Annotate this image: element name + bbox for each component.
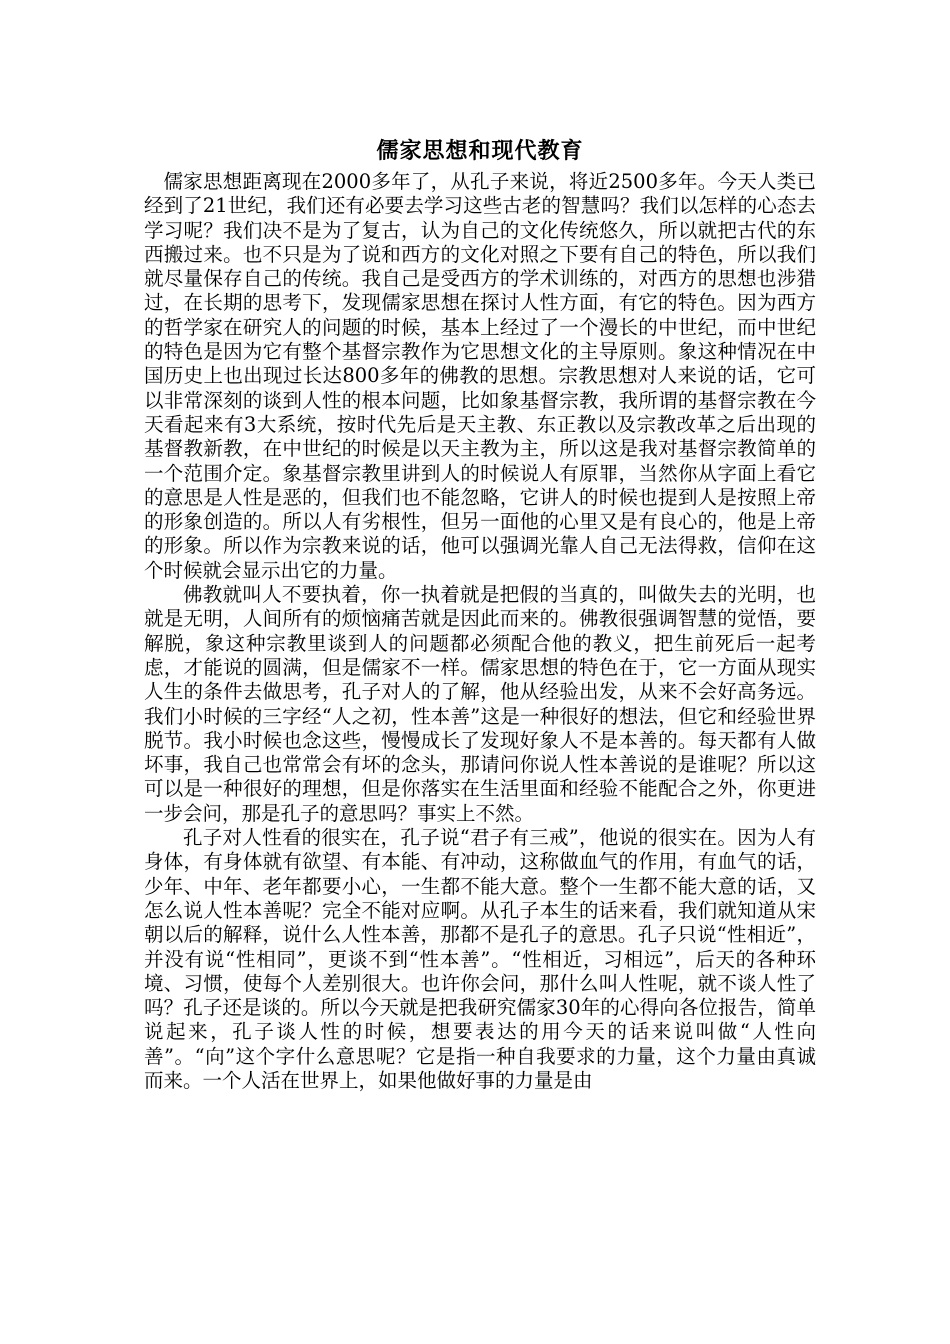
document-title: 儒家思想和现代教育: [376, 138, 584, 164]
document-body: [144, 132, 816, 1093]
paragraph-3: 孔子对人性看的很实在，孔子说“君子有三戒”，他说的很实在。因为人有身体，有身体就有欲望、有本能、有冲动，这称做血气的作用，有血气的话，少年、中年、老年都要小心，一生都不能大意。整个一生都不能大意的话，又怎么说人性本善呢？完全不能对应啊。从孔子本生的话来看，我们就知道从宋朝以后的解释，说什么人性本善，那都不是孔子的意思。孔子只说“性相近”，并没有说“性相同”，更谈不到“性本善”。“性相近，习相远”，后天的各种环境、习惯，使每个人差别很大。也许你会问，那什么叫人性呢，就不谈人性了吗？孔子还是谈的。所以今天就是把我研究儒家30年的心得向各位报告，简单说起来，孔子谈人性的时候，想要表达的用今天的话来说叫做“人性向善”。“向”这个字什么意思呢？它是指一种自我要求的力量，这个力量由真诚而来。一个人活在世界上，如果他做好事的力量是由: [144, 826, 816, 1092]
paragraph-1: 儒家思想距离现在2000多年了，从孔子来说，将近2500多年。今天人类已经到了21世纪，我们还有必要去学习这些古老的智慧吗？我们以怎样的心态去学习呢？我们决不是为了复古，认为自己的文化传统悠久，所以就把古代的东西搬过来。也不只是为了说和西方的文化对照之下要有自己的特色，所以我们就尽量保存自己的传统。我自己是受西方的学术训练的，对西方的思想也涉猎过，在长期的思考下，发现儒家思想在探讨人性方面，有它的特色。因为西方的哲学家在研究人的问题的时候，基本上经过了一个漫长的中世纪，而中世纪的特色是因为它有整个基督宗教作为它思想文化的主导原则。象这种情况在中国历史上也出现过长达800多年的佛教的思想。宗教思想对人来说的话，它可以非常深刻的谈到人性的根本问题，比如象基督宗教，我所谓的基督宗教在今天看起来有3大系统，按时代先后是天主教、东正教以及宗教改革之后出现的基督教新教，在中世纪的时候是以天主教为主，所以这是我对基督宗教简单的一个范围介定。象基督宗教里讲到人的时候说人有原罪，当然你从字面上看它的意思是人性是恶的，但我们也不能忽略，它讲人的时候也提到人是按照上帝的形象创造的。所以人有劣根性，但另一面他的心里又是有良心的，他是上帝的形象。所以作为宗教来说的话，他可以强调光靠人自己无法得救，信仰在这个时候就会显示出它的力量。: [144, 170, 816, 582]
paragraph-2: 佛教就叫人不要执着，你一执着就是把假的当真的，叫做失去的光明，也就是无明，人间所有的烦恼痛苦就是因此而来的。佛教很强调智慧的觉悟，要解脱，象这种宗教里谈到人的问题都必须配合他的教义，把生前死后一起考虑，才能说的圆满，但是儒家不一样。儒家思想的特色在于，它一方面从现实人生的条件去做思考，孔子对人的了解，他从经验出发，从来不会好高务远。我们小时候的三字经“人之初，性本善”这是一种很好的想法，但它和经验世界脱节。我小时候也念这些，慢慢成长了发现好象人不是本善的。每天都有人做坏事，我自己也常常会有坏的念头，那请问你说人性本善说的是谁呢？所以这可以是一种很好的理想，但是你落实在生活里面和经验不能配合之外，你更进一步会问，那是孔子的意思吗？事实上不然。: [144, 583, 816, 825]
